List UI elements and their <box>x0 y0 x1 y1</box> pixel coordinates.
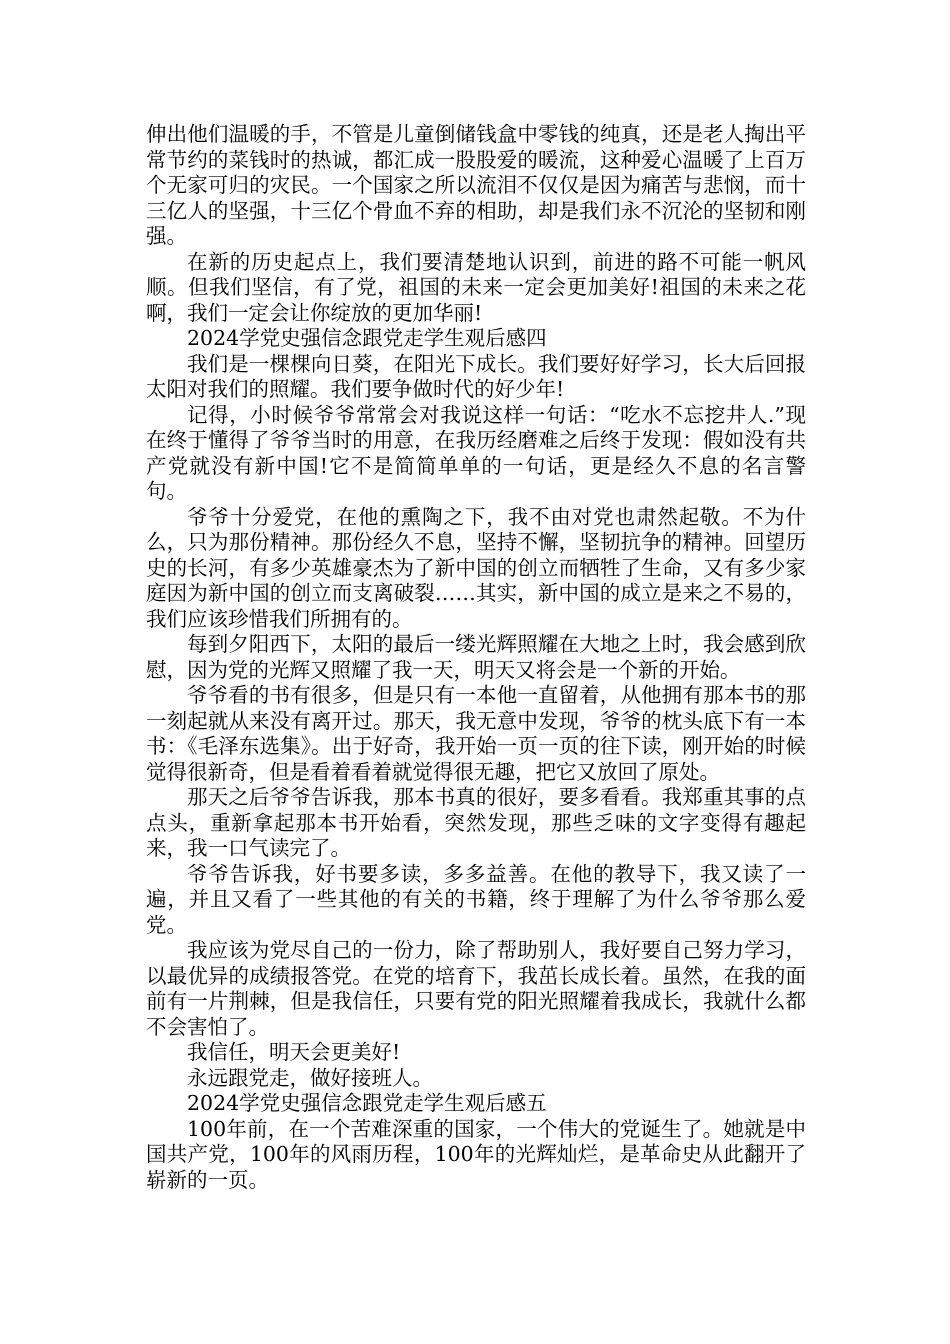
paragraph-10: 我应该为党尽自己的一份力，除了帮助别人，我好要自己努力学习，以最优异的成绩报答党。在党的培育下，我茁长成长着。虽然，在我的面前有一片荆棘，但是我信任，只要有党的阳光照耀着我成长，我就什么都不会害怕了。 <box>146 938 806 1039</box>
paragraph-12: 永远跟党走，做好接班人。 <box>187 1065 433 1090</box>
paragraph-2: 在新的历史起点上，我们要清楚地认识到，前进的路不可能一帆风顺。但我们坚信，有了党，祖国的未来一定会更加美好!祖国的未来之花啊，我们一定会让你绽放的更加华丽! <box>146 249 806 325</box>
paragraph-13: 100年前，在一个苦难深重的国家，一个伟大的党诞生了。她就是中国共产党，100年的风雨历程，100年的光辉灿烂，是革命史从此翻开了崭新的一页。 <box>146 1116 806 1192</box>
paragraph-1: 伸出他们温暖的手，不管是儿童倒储钱盒中零钱的纯真，还是老人掏出平常节约的菜钱时的热诚，都汇成一股股爱的暖流，这种爱心温暖了上百万个无家可归的灾民。一个国家之所以流泪不仅仅是因为痛苦与悲悯，而十三亿人的坚强，十三亿个骨血不弃的相助，却是我们永不沉沦的坚韧和刚强。 <box>146 122 806 248</box>
paragraph-4: 记得，小时候爷爷常常会对我说这样一句话：“吃水不忘挖井人.”现在终于懂得了爷爷当时的用意，在我历经磨难之后终于发现：假如没有共产党就没有新中国!它不是简简单单的一句话，更是经久不息的名言警句。 <box>146 402 806 503</box>
document-page <box>146 122 806 1193</box>
paragraph-8: 那天之后爷爷告诉我，那本书真的很好，要多看看。我郑重其事的点点头，重新拿起那本书开始看，突然发现，那些乏味的文字变得有趣起来，我一口气读完了。 <box>146 785 806 860</box>
paragraph-6: 每到夕阳西下，太阳的最后一缕光辉照耀在大地之上时，我会感到欣慰，因为党的光辉又照耀了我一天，明天又将会是一个新的开始。 <box>146 632 806 682</box>
paragraph-3: 我们是一棵棵向日葵，在阳光下成长。我们要好好学习，长大后回报太阳对我们的照耀。我们要争做时代的好少年! <box>146 351 806 401</box>
section-heading-4: 2024学党史强信念跟党走学生观后感四 <box>187 326 547 350</box>
paragraph-7: 爷爷看的书有很多，但是只有一本他一直留着，从他拥有那本书的那一刻起就从来没有离开过。那天，我无意中发现，爷爷的枕头底下有一本书：《毛泽东选集》。出于好奇，我开始一页一页的往下读，刚开始的时候觉得很新奇，但是看着看着就觉得很无趣，把它又放回了原处。 <box>146 683 806 784</box>
paragraph-5: 爷爷十分爱党，在他的熏陶之下，我不由对党也肃然起敬。不为什么，只为那份精神。那份经久不息，坚持不懈，坚韧抗争的精神。回望历史的长河，有多少英雄豪杰为了新中国的创立而牺牲了生命，又有多少家庭因为新中国的创立而支离破裂……其实，新中国的成立是来之不易的，我们应该珍惜我们所拥有的。 <box>146 504 806 631</box>
paragraph-11: 我信任，明天会更美好! <box>187 1040 401 1064</box>
section-heading-5: 2024学党史强信念跟党走学生观后感五 <box>187 1091 547 1115</box>
paragraph-9: 爷爷告诉我，好书要多读，多多益善。在他的教导下，我又读了一遍，并且又看了一些其他的有关的书籍，终于理解了为什么爷爷那么爱党。 <box>146 861 806 937</box>
